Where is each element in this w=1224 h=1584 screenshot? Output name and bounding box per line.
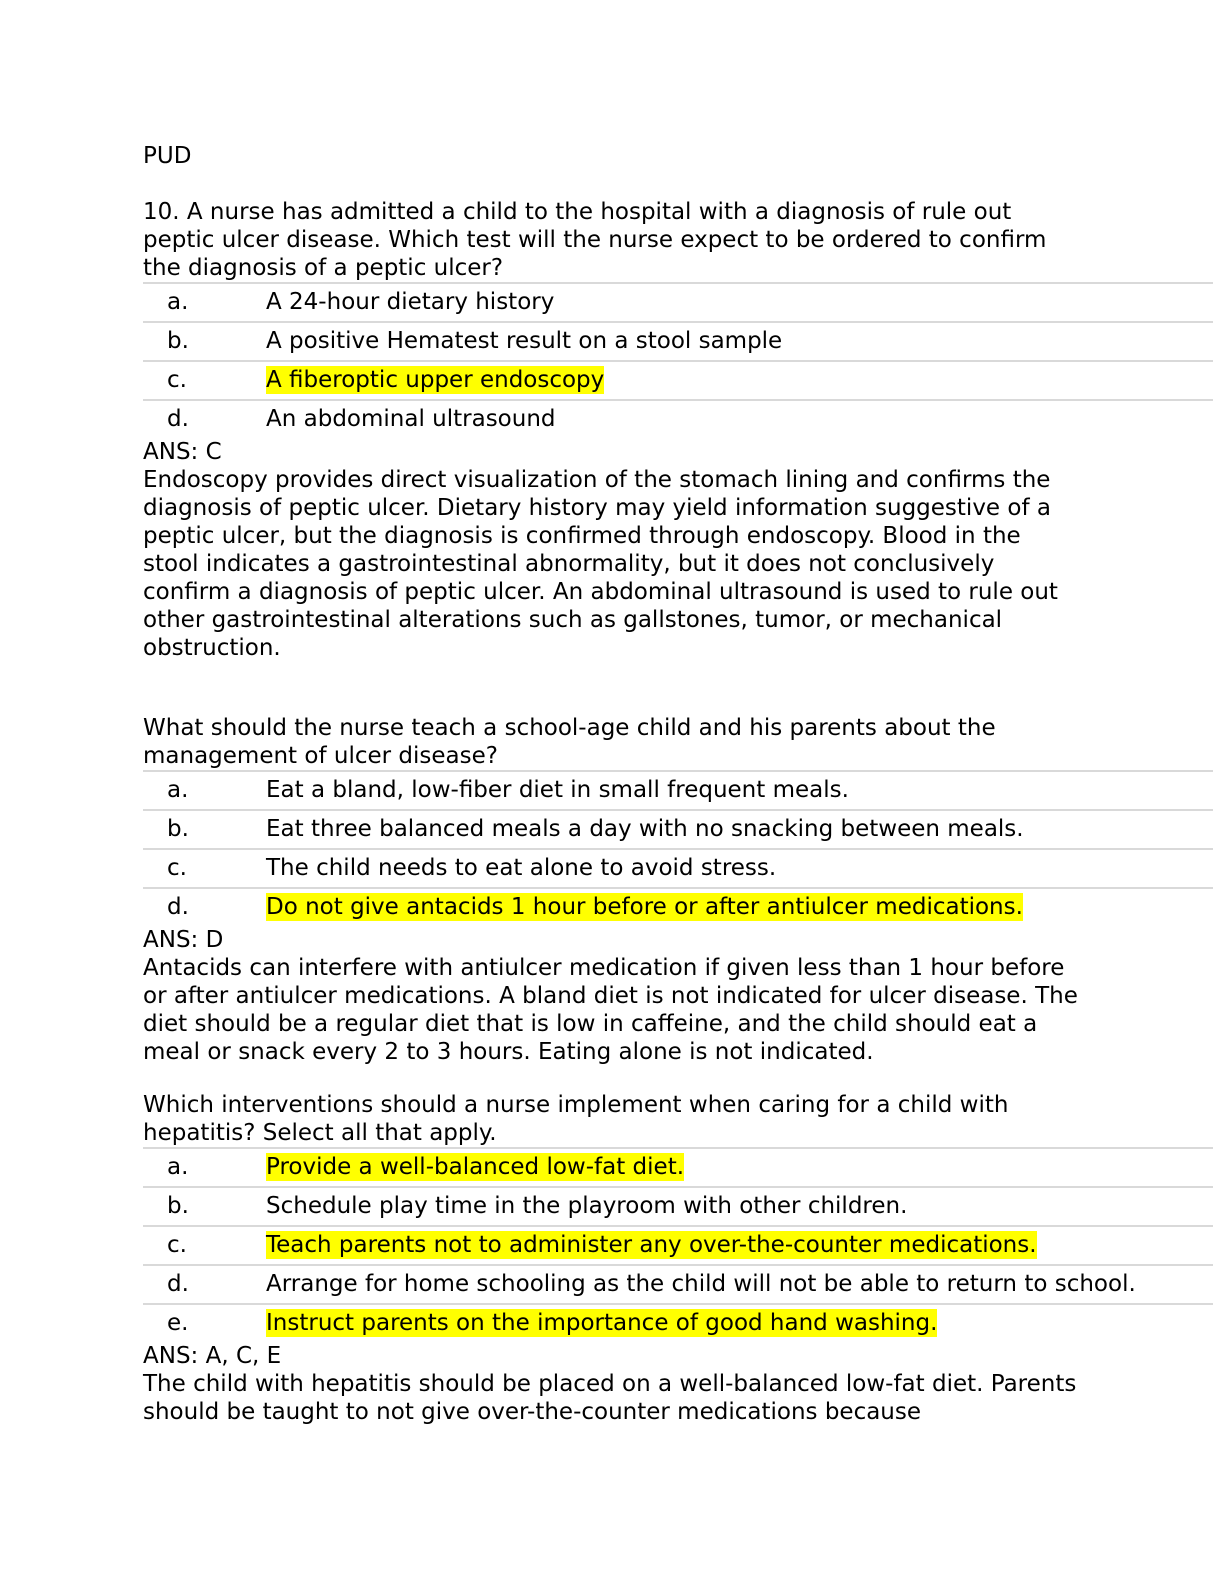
- option-d: [143, 1264, 1213, 1303]
- question-stem: Which interventions should a nurse implement when caring for a child with hepatitis? Select all that apply.: [143, 1092, 1009, 1146]
- option-a: [143, 282, 1213, 321]
- option-letter: b.: [167, 1193, 189, 1219]
- option-b: [143, 809, 1213, 848]
- option-text-highlighted: Teach parents not to administer any over-the-counter medications.: [266, 1232, 1037, 1258]
- option-letter: c.: [167, 1232, 187, 1258]
- option-b: [143, 321, 1213, 360]
- option-c: [143, 1225, 1213, 1264]
- option-e: [143, 1303, 1213, 1342]
- option-list: [143, 770, 1213, 926]
- option-c: [143, 848, 1213, 887]
- rationale-text: The child with hepatitis should be placed on a well-balanced low-fat diet. Parents should be taught to not give over-the-counter medications because: [143, 1371, 1077, 1425]
- answer-key: ANS: A, C, E: [143, 1343, 282, 1369]
- question-stem: 10. A nurse has admitted a child to the hospital with a diagnosis of rule out peptic ulcer disease. Which test will the nurse expect to be ordered to confirm the diagnosis of a peptic ulcer?: [143, 199, 1047, 281]
- question-block-3: [143, 1091, 1213, 1426]
- question-block-1: [143, 198, 1213, 662]
- option-letter: b.: [167, 816, 189, 842]
- option-list: [143, 282, 1213, 438]
- option-text: Eat a bland, low-fiber diet in small frequent meals.: [266, 777, 849, 803]
- option-letter: c.: [167, 367, 187, 393]
- option-text-highlighted: Do not give antacids 1 hour before or after antiulcer medications.: [266, 894, 1023, 920]
- option-list: [143, 1147, 1213, 1342]
- option-letter: a.: [167, 289, 189, 315]
- option-d: [143, 399, 1213, 438]
- option-letter: e.: [167, 1310, 189, 1336]
- option-text: A positive Hematest result on a stool sample: [266, 328, 783, 354]
- option-letter: d.: [167, 406, 189, 432]
- option-c: [143, 360, 1213, 399]
- answer-key: ANS: C: [143, 439, 222, 465]
- option-text: Schedule play time in the playroom with other children.: [266, 1193, 908, 1219]
- option-text: An abdominal ultrasound: [266, 406, 556, 432]
- option-text: The child needs to eat alone to avoid stress.: [266, 855, 777, 881]
- option-d: [143, 887, 1213, 926]
- option-letter: a.: [167, 1154, 189, 1180]
- rationale-text: Endoscopy provides direct visualization of the stomach lining and confirms the diagnosis of peptic ulcer. Dietary history may yield information suggestive of a peptic ulcer, but the diagnosis is confirmed through endoscopy. Blood in the stool indicates a gastrointestinal abnormality, but it does not conclusively confirm a diagnosis of peptic ulcer. An abdominal ultrasound is used to rule out other gastrointestinal alterations such as gallstones, tumor, or mechanical obstruction.: [143, 467, 1058, 661]
- question-stem: What should the nurse teach a school-age child and his parents about the management of ulcer disease?: [143, 715, 996, 769]
- option-letter: c.: [167, 855, 187, 881]
- rationale-text: Antacids can interfere with antiulcer medication if given less than 1 hour before or after antiulcer medications. A bland diet is not indicated for ulcer disease. The diet should be a regular diet that is low in caffeine, and the child should eat a meal or snack every 2 to 3 hours. Eating alone is not indicated.: [143, 955, 1078, 1065]
- option-text-highlighted: Provide a well-balanced low-fat diet.: [266, 1154, 685, 1180]
- option-text-highlighted: A fiberoptic upper endoscopy: [266, 367, 605, 393]
- option-text: Arrange for home schooling as the child will not be able to return to school.: [266, 1271, 1136, 1297]
- option-letter: d.: [167, 894, 189, 920]
- option-b: [143, 1186, 1213, 1225]
- option-text: A 24-hour dietary history: [266, 289, 555, 315]
- option-text-highlighted: Instruct parents on the importance of good hand washing.: [266, 1310, 938, 1336]
- option-letter: d.: [167, 1271, 189, 1297]
- answer-key: ANS: D: [143, 927, 224, 953]
- option-a: [143, 770, 1213, 809]
- section-heading: PUD: [143, 143, 192, 169]
- option-letter: b.: [167, 328, 189, 354]
- option-letter: a.: [167, 777, 189, 803]
- option-a: [143, 1147, 1213, 1186]
- option-text: Eat three balanced meals a day with no snacking between meals.: [266, 816, 1024, 842]
- question-block-2: [143, 714, 1213, 1066]
